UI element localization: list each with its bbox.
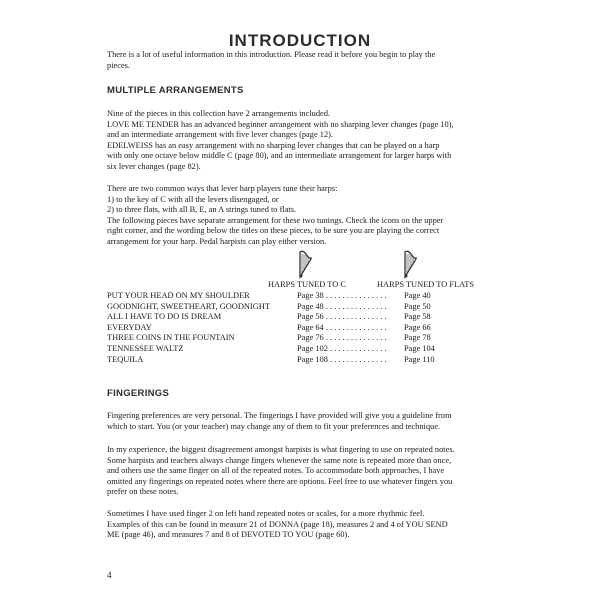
table-row — [107, 312, 499, 323]
page-number: 4 — [107, 570, 112, 580]
page-ref-c: Page 64 . . . . . . . . . . . . . . . — [297, 322, 387, 332]
page-ref-c: Page 48 . . . . . . . . . . . . . . . — [297, 301, 387, 311]
harp-flats-icon — [402, 249, 418, 279]
table-row — [107, 355, 499, 366]
page-ref-c: Page 108 . . . . . . . . . . . . . . — [297, 354, 387, 364]
column-header-tuned-c: HARPS TUNED TO C — [268, 280, 346, 289]
table-row — [107, 291, 499, 302]
fingerings-paragraph-1: Fingering preferences are very personal. The fingerings I have provided will give you a guideline from which to start. You (or your teacher) may change any of them to fit your preferences and technique. — [107, 411, 452, 431]
song-title: GOODNIGHT, SWEETHEART, GOODNIGHT — [107, 301, 270, 311]
page-ref-flats: Page 40 — [404, 291, 431, 300]
section-heading-multiple-arrangements: MULTIPLE ARRANGEMENTS — [107, 85, 244, 96]
page-ref-flats: Page 78 — [404, 333, 431, 343]
song-title: ALL I HAVE TO DO IS DREAM — [107, 312, 222, 322]
fingerings-paragraph-2: In my experience, the biggest disagreement amongst harpists is what fingering to use on repeated notes. Some harpists and teachers always change fingers whenever the same note is repeated more than once, and others use the same finger on all of the repeated notes. To accommodate both approaches, I have omitted any fingerings on repeated notes where there are options. Feel free to use whatever fingers you prefer on these notes. — [107, 445, 455, 497]
page-ref-flats: Page 58 — [404, 312, 431, 322]
page-ref-flats: Page 66 — [404, 322, 431, 332]
page-ref-c: Page 76 . . . . . . . . . . . . . . . — [297, 333, 387, 343]
table-row — [107, 344, 499, 355]
page-ref-c: Page 38 . . . . . . . . . . . . . . . — [297, 291, 387, 300]
arrangements-paragraph: Nine of the pieces in this collection have 2 arrangements included. LOVE ME TENDER has an advanced beginner arrangement with no sharping lever changes (page 10), and an intermediate arrangement with five lever changes (page 12). EDELWEISS has an easy arrangement with no sharping lever changes that can be played on a harp with only one octave below middle C (page 80), and an intermediate arrangement for larger harps with six lever changes (page 82). — [107, 109, 454, 171]
song-title: TENNESSEE WALTZ — [107, 343, 184, 353]
harp-c-icon — [297, 249, 313, 279]
fingerings-paragraph-3: Sometimes I have used finger 2 on left hand repeated notes or scales, for a more rhythmic feel. Examples of this can be found in measure 21 of DONNA (page 18), measures 2 and 4 of YOU SEND ME (page 46), and measures 7 and 8 of DEVOTED TO YOU (page 60). — [107, 509, 448, 540]
arrangements-table — [107, 291, 499, 365]
song-title: EVERYDAY — [107, 322, 152, 332]
section-heading-fingerings: FINGERINGS — [107, 388, 170, 399]
song-title: TEQUILA — [107, 354, 144, 364]
song-title: PUT YOUR HEAD ON MY SHOULDER — [107, 291, 250, 300]
page-ref-flats: Page 110 — [404, 354, 435, 364]
song-title: THREE COINS IN THE FOUNTAIN — [107, 333, 235, 343]
page-ref-flats: Page 104 — [404, 343, 435, 353]
intro-paragraph: There is a lot of useful information in this introduction. Please read it before you begin to play the pieces. — [107, 50, 436, 70]
table-row — [107, 323, 499, 334]
column-header-tuned-flats: HARPS TUNED TO FLATS — [377, 280, 475, 289]
table-row — [107, 302, 499, 313]
table-row — [107, 333, 499, 344]
page-ref-c: Page 102 . . . . . . . . . . . . . . — [297, 343, 387, 353]
page-title: INTRODUCTION — [228, 31, 372, 50]
page-ref-c: Page 56 . . . . . . . . . . . . . . . — [297, 312, 387, 322]
tuning-paragraph: There are two common ways that lever harp players tune their harps: 1) to the key of C with all the levers disengaged, or 2) to three flats, with all B, E, an A strings tuned to flats. The following pieces have separate arrangement for these two tunings. Check the icons on the upper right corner, and the wording below the titles on these pieces, to be sure you are playing the correct arrangement for your harp. Pedal harpists can play either version. — [107, 184, 444, 246]
page-ref-flats: Page 50 — [404, 301, 431, 311]
